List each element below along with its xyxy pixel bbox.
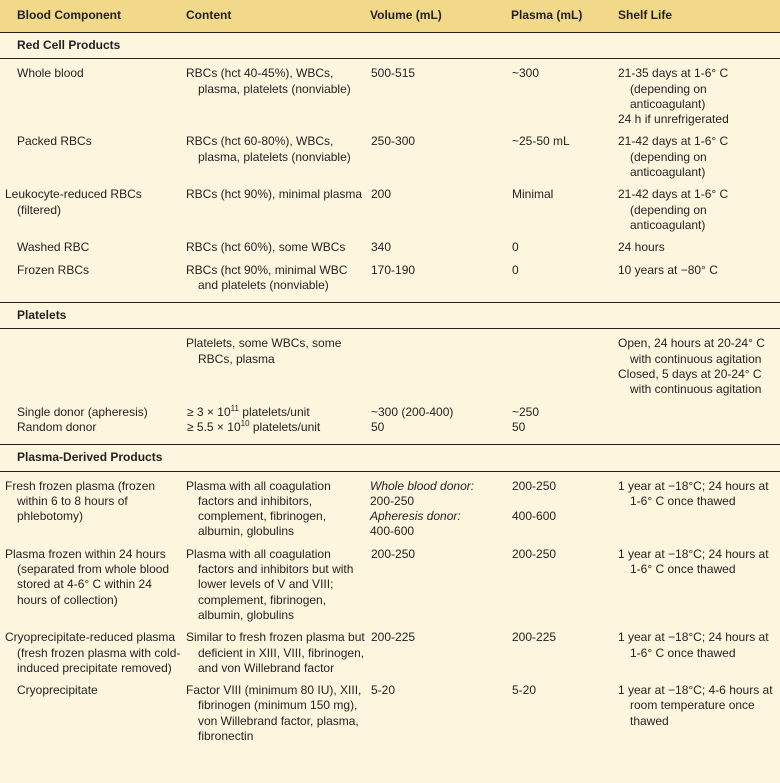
table-row: [0, 233, 780, 255]
content-prefix: ≥ 5.5 × 10: [187, 419, 241, 434]
section-row: [0, 33, 780, 59]
component-cell: Frozen RBCs: [17, 262, 90, 277]
shelf-life-note: 24 h if unrefrigerated: [618, 112, 729, 127]
plasma-value-whole: 200-250: [512, 478, 557, 493]
content-suffix: platelets/unit: [249, 419, 321, 434]
content-suffix: platelets/unit: [238, 404, 310, 419]
volume-cell: 200: [371, 187, 392, 202]
plasma-cell: 200-225: [512, 630, 557, 645]
component-cell: Cryoprecipitate-reduced plasma (fresh frozen plasma with cold-induced precipitate removed): [5, 630, 181, 675]
shelf-life-cell: [618, 420, 780, 435]
shelf-life-closed: Closed, 5 days at 20-24° C with continuous agitation: [618, 367, 762, 397]
table-row: [0, 59, 780, 128]
volume-cell: 50: [371, 419, 385, 434]
volume-cell: 200-250: [371, 546, 416, 561]
content-cell: Plasma with all coagulation factors and inhibitors but with lower levels of V and VIII; complement, fibrinogen, albumin, globulins: [186, 546, 354, 622]
shelf-life-cell: [618, 329, 780, 398]
component-cell: Fresh frozen plasma (frozen within 6 to 8 hours of phlebotomy): [5, 478, 156, 524]
content-cell: [186, 420, 370, 435]
plasma-cell: [511, 471, 618, 540]
shelf-life-open: Open, 24 hours at 20-24° C with continuous agitation: [618, 336, 765, 366]
content-cell: RBCs (hct 90%), minimal plasma: [186, 187, 363, 202]
plasma-cell: ~250: [512, 404, 540, 419]
component-cell: Whole blood: [17, 66, 84, 81]
header-component: Blood Component: [0, 0, 186, 33]
table-row: [0, 180, 780, 233]
component-cell: Washed RBC: [17, 240, 90, 255]
volume-cell: 250-300: [371, 134, 416, 149]
plasma-cell: 200-250: [512, 546, 557, 561]
plasma-cell: 0: [512, 240, 519, 255]
component-cell: Cryoprecipitate: [17, 683, 98, 698]
volume-cell: 500-515: [371, 66, 416, 81]
content-cell: Factor VIII (minimum 80 IU), XIII, fibrinogen (minimum 150 mg), von Willebrand factor, plasma, fibronectin: [186, 683, 362, 743]
table-row: [0, 127, 780, 180]
component-cell: Packed RBCs: [17, 134, 92, 149]
content-cell: Similar to fresh frozen plasma but deficient in XIII, VIII, fibrinogen, and von Willebrand factor: [186, 630, 365, 675]
content-exponent: 10: [240, 418, 250, 428]
table-row: [0, 256, 780, 294]
volume-cell: 5-20: [371, 683, 396, 698]
table-row: [0, 420, 780, 435]
volume-cell: 340: [371, 240, 392, 255]
component-cell: Random donor: [17, 419, 97, 434]
shelf-life-cell: [618, 398, 780, 420]
table-row: [0, 623, 780, 676]
component-cell: Leukocyte-reduced RBCs (filtered): [5, 187, 142, 217]
header-volume: Volume (mL): [370, 0, 511, 33]
component-cell: [0, 329, 186, 398]
shelf-life-cell: [618, 59, 780, 128]
component-cell: Single donor (apheresis): [17, 404, 148, 419]
header-content: Content: [186, 0, 370, 33]
volume-value-whole: 200-250: [370, 493, 415, 508]
plasma-cell: 5-20: [512, 683, 537, 698]
plasma-cell: 0: [512, 262, 519, 277]
header-plasma: Plasma (mL): [511, 0, 618, 33]
plasma-cell: ~25-50 mL: [512, 134, 570, 149]
section-title: Plasma-Derived Products: [0, 445, 780, 471]
volume-cell: [370, 329, 511, 398]
section-title: Red Cell Products: [0, 33, 780, 59]
table-row: [0, 329, 780, 398]
volume-cell: 200-225: [371, 630, 416, 645]
shelf-life-cell: 21-42 days at 1-6° C (depending on anticoagulant): [618, 134, 729, 180]
plasma-value-apheresis: 400-600: [512, 509, 557, 524]
section-row: [0, 445, 780, 471]
volume-value-apheresis: 400-600: [370, 524, 415, 539]
table-row: [0, 398, 780, 420]
section-row: [0, 303, 780, 329]
content-cell: RBCs (hct 90%, minimal WBC and platelets (nonviable): [186, 262, 348, 292]
shelf-life-cell: 24 hours: [618, 240, 665, 255]
plasma-cell: Minimal: [512, 187, 554, 202]
shelf-life-cell: 21-42 days at 1-6° C (depending on anticoagulant): [618, 187, 729, 232]
volume-cell: [370, 471, 511, 540]
content-prefix: ≥ 3 × 10: [187, 404, 231, 419]
plasma-cell: ~300: [512, 66, 540, 81]
content-cell: RBCs (hct 40-45%), WBCs, plasma, platelets (nonviable): [186, 66, 351, 96]
shelf-life-cell: 1 year at −18°C; 4-6 hours at room temperature once thawed: [618, 683, 773, 728]
plasma-cell: 50: [512, 419, 526, 434]
shelf-life-cell: 1 year at −18°C; 24 hours at 1-6° C once thawed: [618, 478, 769, 508]
content-cell: RBCs (hct 60-80%), WBCs, plasma, platelets (nonviable): [186, 134, 351, 164]
table-row: [0, 471, 780, 540]
table-row: [0, 676, 780, 744]
content-cell: Platelets, some WBCs, some RBCs, plasma: [186, 336, 342, 366]
header-shelf-life: Shelf Life: [618, 0, 780, 33]
shelf-life-cell: 10 years at −80° C: [618, 262, 718, 277]
content-exponent: 11: [230, 403, 239, 413]
content-cell: RBCs (hct 60%), some WBCs: [186, 240, 346, 255]
volume-cell: ~300 (200-400): [371, 404, 454, 419]
shelf-life-cell: 1 year at −18°C; 24 hours at 1-6° C once thawed: [618, 546, 769, 577]
shelf-life-cell: 1 year at −18°C; 24 hours at 1-6° C once thawed: [618, 630, 769, 660]
plasma-cell: [511, 329, 618, 398]
volume-cell: 170-190: [371, 262, 416, 277]
component-cell: Plasma frozen within 24 hours (separated from whole blood stored at 4-6° C within 24 hours of collection): [5, 546, 170, 607]
volume-label-apheresis: Apheresis donor:: [370, 509, 461, 524]
section-title: Platelets: [0, 303, 780, 329]
volume-label-whole: Whole blood donor:: [370, 478, 475, 493]
content-cell: Plasma with all coagulation factors and inhibitors, complement, fibrinogen, albumin, globulins: [186, 478, 331, 539]
table-row: [0, 540, 780, 623]
content-cell: [186, 398, 370, 420]
header-row: [0, 0, 780, 33]
shelf-life-text: 21-35 days at 1-6° C (depending on anticoagulant): [618, 66, 729, 111]
